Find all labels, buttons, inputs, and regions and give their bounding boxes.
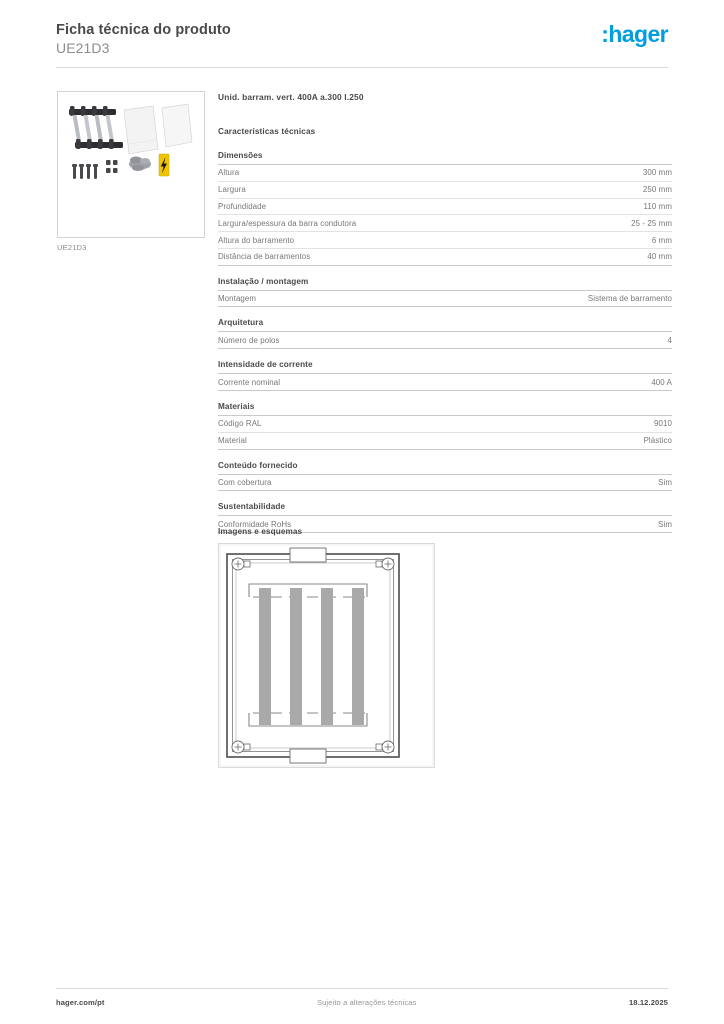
spec-label: Distância de barramentos	[218, 252, 311, 262]
product-photo	[57, 91, 205, 238]
spec-value: Plástico	[643, 436, 672, 446]
spec-group	[218, 318, 672, 349]
technical-drawing-image	[219, 544, 434, 767]
spec-label: Montagem	[218, 294, 257, 304]
specifications-column	[218, 92, 672, 544]
spec-value: Sim	[658, 477, 672, 487]
spec-row	[218, 249, 672, 266]
spec-value: Sim	[658, 519, 672, 529]
spec-group	[218, 277, 672, 308]
technical-characteristics-heading: Características técnicas	[218, 127, 316, 136]
spec-value: 4	[667, 335, 672, 345]
page-title: Ficha técnica do produto	[56, 22, 231, 38]
spec-row	[218, 165, 672, 182]
spec-label: Com cobertura	[218, 477, 272, 487]
spec-groups	[218, 151, 672, 533]
product-photo-image	[58, 92, 204, 237]
spec-group-title: Conteúdo fornecido	[218, 461, 672, 475]
product-photo-caption: UE21D3	[57, 243, 87, 252]
spec-row	[218, 199, 672, 216]
technical-drawing	[218, 543, 435, 768]
spec-label: Altura do barramento	[218, 235, 295, 245]
spec-value: 9010	[654, 419, 672, 429]
spec-label: Largura	[218, 185, 246, 195]
footer-disclaimer: Sujeito a alterações técnicas	[316, 998, 417, 1007]
spec-row	[218, 374, 672, 391]
spec-group	[218, 402, 672, 450]
spec-value: 300 mm	[642, 168, 672, 178]
spec-group	[218, 360, 672, 391]
spec-value: 40 mm	[647, 252, 672, 262]
footer-website[interactable]: hager.com/pt	[56, 998, 105, 1007]
spec-value: Sistema de barramento	[587, 294, 672, 304]
spec-label: Altura	[218, 168, 240, 178]
product-name: Unid. barram. vert. 400A a.300 l.250	[218, 92, 364, 102]
spec-value: 250 mm	[642, 185, 672, 195]
spec-group	[218, 461, 672, 492]
spec-row	[218, 215, 672, 232]
spec-row	[218, 433, 672, 450]
spec-row	[218, 332, 672, 349]
page-footer	[56, 998, 668, 1007]
spec-row	[218, 232, 672, 249]
spec-value: 6 mm	[651, 235, 672, 245]
spec-label: Profundidade	[218, 201, 267, 211]
spec-group-title: Arquitetura	[218, 318, 672, 332]
spec-group	[218, 151, 672, 266]
header-divider	[56, 67, 668, 68]
spec-label: Conformidade RoHs	[218, 519, 292, 529]
spec-group-title: Intensidade de corrente	[218, 360, 672, 374]
footer-date: 18.12.2025	[628, 998, 668, 1007]
spec-value: 110 mm	[643, 201, 672, 211]
spec-group-title: Dimensões	[218, 151, 672, 165]
spec-label: Número de polos	[218, 335, 280, 345]
warning-label-icon	[159, 154, 169, 176]
spec-row	[218, 182, 672, 199]
hager-logo: :hager	[601, 21, 668, 47]
spec-label: Material	[218, 436, 247, 446]
spec-value: 25 - 25 mm	[631, 218, 672, 228]
footer-divider	[56, 988, 668, 989]
spec-label: Corrente nominal	[218, 377, 281, 387]
spec-label: Largura/espessura da barra condutora	[218, 218, 357, 228]
spec-group-title: Sustentabilidade	[218, 502, 672, 516]
spec-row	[218, 416, 672, 433]
spec-row	[218, 291, 672, 308]
drawing-section-title: Imagens e esquemas	[218, 527, 303, 536]
spec-group-title: Instalação / montagem	[218, 277, 672, 291]
spec-value: 400 A	[651, 377, 672, 387]
spec-row	[218, 475, 672, 492]
spec-label: Código RAL	[218, 419, 262, 429]
spec-group-title: Materiais	[218, 402, 672, 416]
title-block	[56, 20, 231, 57]
page-header	[56, 20, 668, 57]
product-reference: UE21D3	[56, 40, 110, 56]
